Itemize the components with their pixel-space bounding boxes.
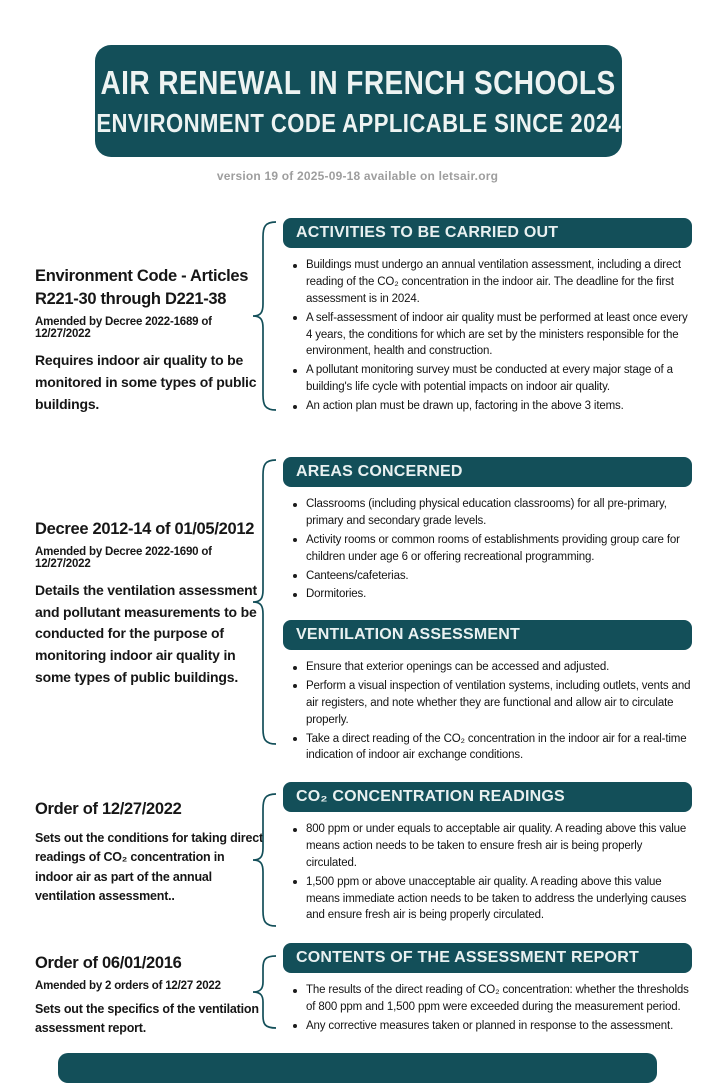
version-note: version 19 of 2025-09-18 available on letsair.org bbox=[216, 169, 499, 183]
list-item bbox=[293, 678, 692, 729]
brace-connector-icon bbox=[250, 458, 282, 746]
regulation-block-decree-2012-14 bbox=[35, 518, 263, 689]
list-item bbox=[293, 532, 692, 566]
list-item bbox=[293, 257, 692, 308]
brace-connector-icon bbox=[250, 220, 282, 412]
list-item bbox=[293, 568, 692, 585]
regulation-amendment: Amended by 2 orders of 12/27 2022 bbox=[35, 980, 221, 993]
regulation-block-order-2016 bbox=[35, 952, 263, 1039]
bullet-list bbox=[283, 973, 692, 1035]
bullet-text: Take a direct reading of the CO₂ concentration in the indoor air for a real-time indication of indoor air exchange conditions. bbox=[306, 732, 687, 762]
section-heading: CO₂ CONCENTRATION READINGS bbox=[296, 788, 565, 805]
brace-connector-icon bbox=[250, 792, 282, 928]
bullet-dot bbox=[293, 684, 297, 688]
list-item bbox=[293, 659, 692, 676]
regulation-description: Details the ventilation assessment and pollutant measurements to be conducted for the purpose of monitoring indoor air quality in some types of public buildings. bbox=[35, 582, 257, 685]
bullet-list bbox=[283, 650, 692, 764]
brace-connector-icon bbox=[250, 954, 282, 1030]
bullet-dot bbox=[293, 828, 297, 832]
section-header-bar bbox=[283, 943, 692, 973]
section-assessment-report-contents bbox=[283, 943, 692, 1037]
bullet-text: 1,500 ppm or above unacceptable air quality. A reading above this value means immediate action needs to be taken to address the underlying causes and ensure fresh air is being properly circulated. bbox=[306, 875, 687, 922]
regulation-description: Sets out the specifics of the ventilation assessment report. bbox=[35, 1002, 259, 1036]
bullet-dot bbox=[293, 1024, 297, 1028]
list-item bbox=[293, 821, 692, 872]
bullet-text: An action plan must be drawn up, factoring in the above 3 items. bbox=[306, 400, 624, 413]
section-header-bar bbox=[283, 457, 692, 487]
regulation-block-environment-code bbox=[35, 265, 263, 415]
regulation-amendment: Amended by Decree 2022-1689 of 12/27/2022 bbox=[35, 316, 212, 341]
section-heading: AREAS CONCERNED bbox=[296, 463, 463, 480]
bullet-text: Buildings must undergo an annual ventilation assessment, including a direct reading of the CO₂ concentration in the indoor air. The deadline for the first assessment is in 2024. bbox=[306, 259, 681, 305]
section-header-bar bbox=[283, 218, 692, 248]
bullet-dot bbox=[293, 574, 297, 578]
bullet-text: Activity rooms or common rooms of establishments providing group care for children under age 6 or offering recreational programming. bbox=[306, 533, 680, 563]
list-item bbox=[293, 586, 692, 603]
regulation-title: Order of 12/27/2022 bbox=[35, 800, 182, 818]
bullet-dot bbox=[293, 538, 297, 542]
bullet-dot bbox=[293, 405, 297, 409]
bullet-text: The results of the direct reading of CO₂ concentration: whether the thresholds of 800 ppm and 1,500 ppm were exceeded during the measurement period. bbox=[306, 984, 689, 1013]
header-banner bbox=[95, 45, 622, 157]
list-item bbox=[293, 731, 692, 765]
bullet-text: A pollutant monitoring survey must be conducted at every major stage of a building's life cycle with potential impacts on indoor air quality. bbox=[306, 364, 673, 394]
section-header-bar bbox=[283, 782, 692, 812]
list-item bbox=[293, 874, 692, 925]
bullet-text: Perform a visual inspection of ventilation systems, including outlets, vents and air registers, and note whether they are functional and allow air to circulate properly. bbox=[306, 679, 691, 726]
section-co2-readings bbox=[283, 782, 692, 926]
regulation-amendment: Amended by Decree 2022-1690 of 12/27/2022 bbox=[35, 546, 212, 571]
section-ventilation-assessment bbox=[283, 620, 692, 766]
section-areas-concerned bbox=[283, 457, 692, 605]
footer-bar bbox=[58, 1053, 657, 1083]
bullet-dot bbox=[293, 989, 297, 993]
list-item bbox=[293, 310, 692, 361]
section-heading: CONTENTS OF THE ASSESSMENT REPORT bbox=[296, 949, 639, 966]
bullet-dot bbox=[293, 666, 297, 670]
bullet-text: Dormitories. bbox=[306, 588, 367, 601]
list-item bbox=[293, 982, 692, 1016]
bullet-dot bbox=[293, 880, 297, 884]
list-item bbox=[293, 398, 692, 415]
bullet-text: A self-assessment of indoor air quality must be performed at least once every 4 years, the conditions for which are set by the ministers responsible for the environment, health and construction. bbox=[306, 311, 688, 358]
bullet-dot bbox=[293, 316, 297, 320]
regulation-block-order-2022 bbox=[35, 798, 263, 907]
regulation-description: Sets out the conditions for taking direct readings of CO₂ concentration in indoor air as part of the annual ventilation assessment.. bbox=[35, 831, 263, 904]
bullet-dot bbox=[293, 593, 297, 597]
bullet-dot bbox=[293, 369, 297, 373]
bullet-dot bbox=[293, 737, 297, 741]
page-subtitle: ENVIRONMENT CODE APPLICABLE SINCE 2024 bbox=[96, 107, 621, 138]
regulation-title: Order of 06/01/2016 bbox=[35, 954, 182, 972]
section-activities bbox=[283, 218, 692, 417]
bullet-list bbox=[283, 248, 692, 415]
bullet-text: Classrooms (including physical education classrooms) for all pre-primary, primary and secondary grade levels. bbox=[306, 498, 667, 527]
list-item bbox=[293, 496, 692, 530]
regulation-description: Requires indoor air quality to be monitored in some types of public buildings. bbox=[35, 352, 257, 412]
bullet-text: 800 ppm or under equals to acceptable air quality. A reading above this value means action needs to be taken to ensure fresh air is being properly circulated. bbox=[306, 823, 687, 869]
section-header-bar bbox=[283, 620, 692, 650]
page-title: AIR RENEWAL IN FRENCH SCHOOLS bbox=[100, 64, 617, 102]
bullet-text: Ensure that exterior openings can be accessed and adjusted. bbox=[306, 661, 610, 673]
bullet-dot bbox=[293, 503, 297, 507]
regulation-title: Decree 2012-14 of 01/05/2012 bbox=[35, 520, 255, 538]
bullet-list bbox=[283, 487, 692, 603]
regulation-title: Environment Code - Articles R221-30 through D221-38 bbox=[35, 267, 249, 309]
bullet-dot bbox=[293, 264, 297, 268]
section-heading: ACTIVITIES TO BE CARRIED OUT bbox=[296, 224, 559, 241]
bullet-list bbox=[283, 812, 692, 924]
list-item bbox=[293, 1018, 692, 1035]
list-item bbox=[293, 362, 692, 396]
bullet-text: Canteens/cafeterias. bbox=[306, 569, 409, 582]
bullet-text: Any corrective measures taken or planned in response to the assessment. bbox=[306, 1019, 674, 1032]
section-heading: VENTILATION ASSESSMENT bbox=[296, 626, 520, 643]
